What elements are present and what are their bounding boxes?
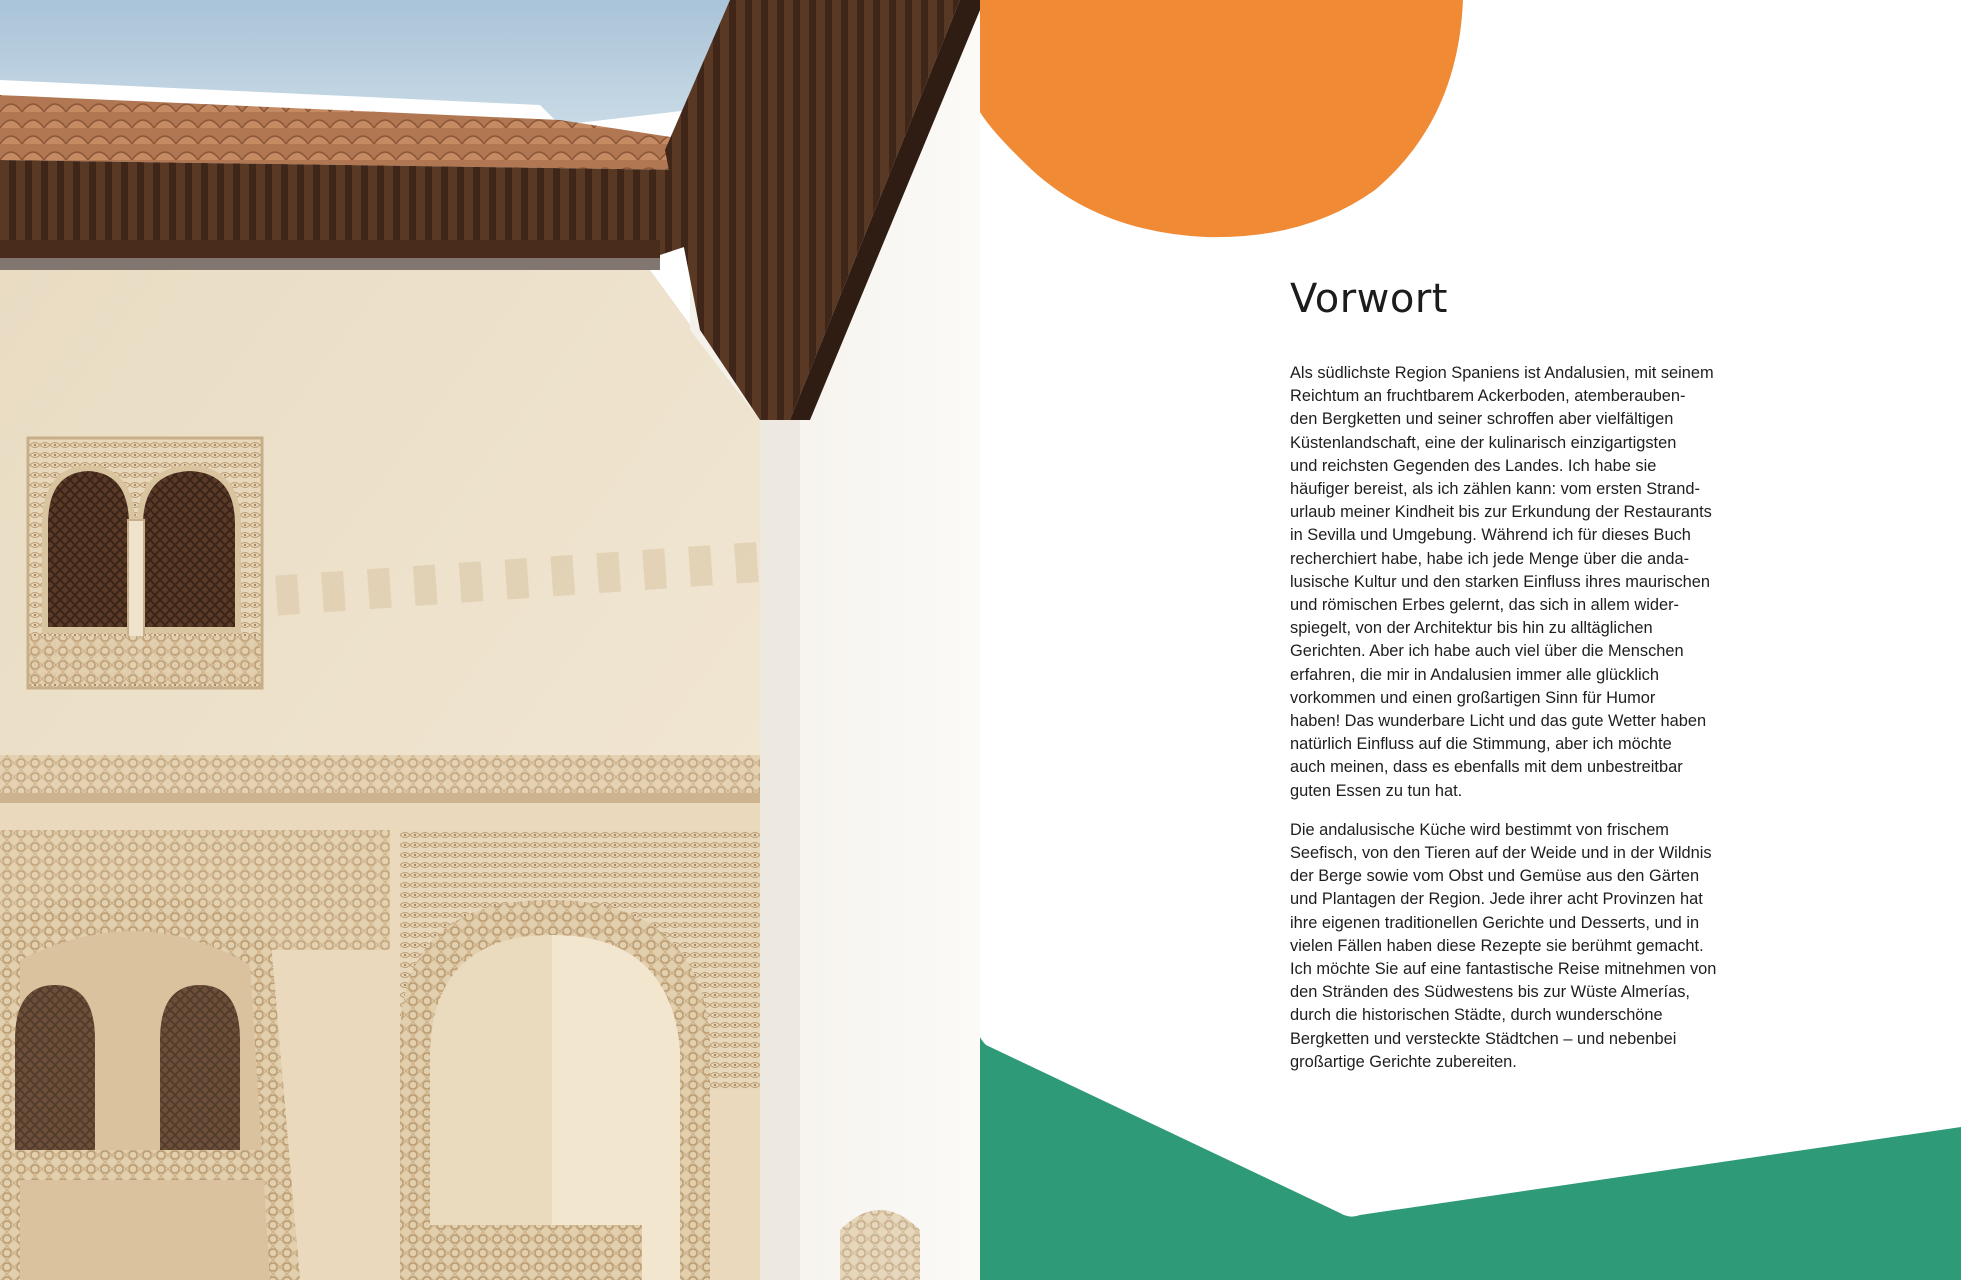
- text-line: recherchiert habe, habe ich jede Menge über die anda-: [1290, 549, 1690, 568]
- text-line: haben! Das wunderbare Licht und das gute Wetter haben: [1290, 712, 1707, 731]
- text-line: vorkommen und einen großartigen Sinn für Humor: [1290, 688, 1656, 707]
- text-line: urlaub meiner Kindheit bis zur Erkundung der Restaurants: [1290, 503, 1712, 522]
- text-line: lusische Kultur und den starken Einfluss ihres maurischen: [1290, 572, 1710, 591]
- text-line: vielen Fällen haben diese Rezepte sie berühmt gemacht.: [1290, 936, 1704, 955]
- courtyard-photo: [0, 0, 980, 1280]
- text-line: auch meinen, dass es ebenfalls mit dem unbestreitbar: [1290, 758, 1683, 777]
- paragraph-2: [1290, 819, 1780, 1074]
- text-line: und Plantagen der Region. Jede ihrer acht Provinzen hat: [1290, 890, 1703, 909]
- text-line: der Berge sowie vom Obst und Gemüse aus den Gärten: [1290, 867, 1700, 886]
- orange-sun-shape: [980, 0, 1463, 237]
- text-line: spiegelt, von der Architektur bis hin zu alltäglichen: [1290, 619, 1653, 638]
- text-line: den Stränden des Südwestens bis zur Wüste Almerías,: [1290, 983, 1690, 1002]
- text-line: Seefisch, von den Tieren auf der Weide und in der Wildnis: [1290, 844, 1712, 863]
- text-line: und reichsten Gegenden des Landes. Ich habe sie: [1290, 456, 1657, 475]
- text-line: Die andalusische Küche wird bestimmt von frischem: [1290, 820, 1669, 839]
- text-line: natürlich Einfluss auf die Stimmung, aber ich möchte: [1290, 735, 1672, 754]
- text-line: guten Essen zu tun hat.: [1290, 781, 1463, 800]
- text-page: [980, 0, 1961, 1280]
- text-line: durch die historischen Städte, durch wunderschöne: [1290, 1006, 1663, 1025]
- body-text: [1290, 362, 1780, 1090]
- text-line: Küstenlandschaft, eine der kulinarisch einzigartigsten: [1290, 433, 1677, 452]
- text-line: Bergketten und versteckte Städtchen – und nebenbei: [1290, 1029, 1677, 1048]
- text-line: erfahren, die mir in Andalusien immer alle glücklich: [1290, 665, 1659, 684]
- text-line: Als südlichste Region Spaniens ist Andalusien, mit seinem: [1290, 364, 1714, 382]
- text-line: Gerichten. Aber ich habe auch viel über die Menschen: [1290, 642, 1684, 661]
- paragraph-1: [1290, 362, 1780, 803]
- chapter-title: Vorwort: [1290, 276, 1448, 322]
- text-line: ihre eigenen traditionellen Gerichte und Desserts, und in: [1290, 913, 1700, 932]
- text-line: in Sevilla und Umgebung. Während ich für dieses Buch: [1290, 526, 1691, 545]
- text-line: und römischen Erbes gelernt, das sich in allem wider-: [1290, 596, 1679, 615]
- text-line: Ich möchte Sie auf eine fantastische Reise mitnehmen von: [1290, 960, 1717, 979]
- text-line: den Bergketten und seiner schroffen aber vielfältigen: [1290, 410, 1674, 429]
- photo-page: [0, 0, 980, 1280]
- text-line: Reichtum an fruchtbarem Ackerboden, atemberauben-: [1290, 387, 1686, 406]
- text-line: häufiger bereist, als ich zählen kann: vom ersten Strand-: [1290, 480, 1700, 499]
- text-line: großartige Gerichte zubereiten.: [1290, 1052, 1517, 1071]
